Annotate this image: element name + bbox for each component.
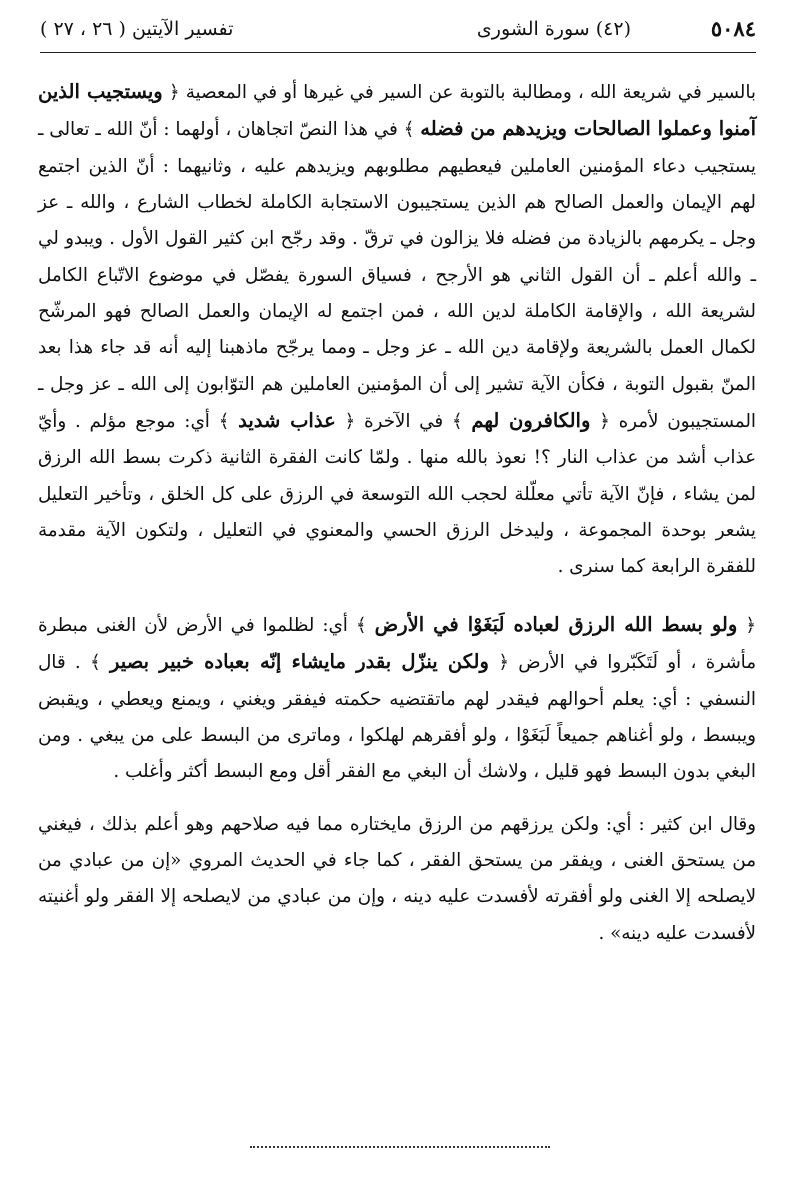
- text: ﴿: [745, 614, 757, 636]
- paragraph-3: [38, 807, 756, 952]
- page-number: ٥٠٨٤: [710, 16, 756, 41]
- quran-verse: ولكن ينزّل بقدر مايشاء إنّه بعباده خبير بصير: [110, 650, 489, 674]
- paragraph-1: [38, 74, 756, 586]
- page-header: [40, 12, 756, 50]
- text: ﴾ في الآخرة ﴿: [344, 411, 463, 433]
- header-rule: [40, 52, 756, 53]
- quran-verse: ولو بسط الله الرزق لعباده لَبَغَوْا في الأرض: [374, 612, 738, 636]
- text: ﴾ أي: لظلموا في الأرض لأن الغنى مبطرة مأشرة ، أو لَتَكَبّروا في الأرض ﴿: [38, 614, 757, 674]
- quran-verse: والكافرون لهم: [471, 409, 591, 433]
- section-title: تفسير الآيتين ( ٢٦ ، ٢٧ ): [40, 18, 234, 40]
- sura-title: (٤٢) سورة الشورى: [476, 18, 631, 40]
- quran-verse: عذاب شديد: [238, 409, 336, 433]
- text: وقال ابن كثير : أي: ولكن يرزقهم من الرزق مايختاره مما فيه صلاحهم وهو أعلم بذلك ، فيغني من يستحق الغنى ، ويفقر من يستحق الفقر ، كما جاء في الحديث المروي «إن من عبادي من لايصلحه إلا الغنى ولو أفقرته لأفسدت عليه دينه ، وإن من عبادي من لايصلحه إلا الفقر ولو أغنيته لأفسدت عليه دينه» .: [38, 813, 756, 944]
- text: ﴾ أي: موجع مؤلم . وأيّ عذاب أشد من عذاب النار ؟! نعوذ بالله منها . ولمّا كانت الفقرة الثانية ذكرت بسط الله الرزق لمن يشاء ، فإنّ الآية تأتي معلّلة لحجب الله التوسعة في الرزق على كل الخلق ، وتأخير التعليل يشعر بوحدة المجموعة ، وليدخل الرزق الحسي والمعنوي في التعليل ، ولتكون الآية مقدمة للفقرة الرابعة كما سنرى .: [38, 411, 756, 578]
- text: ﴾ . قال النسفي : أي: يعلم أحوالهم فيقدر لهم ماتقتضيه حكمته فيفقر ويغني ، ويمنع ويعطي ، ويقبض ويبسط ، ولو أغناهم جميعاً لَبَغَوْا ، ولو أفقرهم لهلكوا ، وماترى من البسط على من يبغي . ومن البغي بدون البسط فهو قليل ، ولاشك أن البغي مع الفقر أقل ومع البسط أكثر وأغلب .: [38, 652, 756, 783]
- quran-verse: ويستجيب الذين آمنوا وعملوا الصالحات ويزيدهم من فضله: [38, 80, 757, 141]
- text: ﴾ في هذا النصّ اتجاهان ، أولهما : أنّ الله ـ تعالى ـ يستجيب دعاء المؤمنين العاملين فيعطيهم مطلوبهم ويزيدهم عليه ، وثانيهما : أنّ الذين اجتمع لهم الإيمان والعمل الصالح هم الذين يستجيبون الاستجابة الكاملة لخطاب الشارع ، والله ـ عز وجل ـ يكرمهم بالزيادة من فضله فلا يزالون في ترقّ . وقد رجّح ابن كثير القول الأول . ويبدو لي ـ والله أعلم ـ أن القول الثاني هو الأرجح ، فسياق السورة يفصّل في موضوع الاتّباع الكامل لشريعة الله ، والإقامة الكاملة لدين الله ، فمن اجتمع له الإيمان والعمل الصالح فهو المرشّح لكمال العمل بالشريعة ولإقامة دين الله ـ عز وجل ـ ومما يرجّح ماذهبنا إليه أنه قد جاء هذا بعد المنّ بقبول التوبة ، فكأن الآية تشير إلى أن المؤمنين العاملين هم التوّابون إلى الله ـ عز وجل ـ المستجيبون لأمره ﴿: [38, 119, 756, 433]
- text: بالسير في شريعة الله ، ومطالبة بالتوبة عن السير في غيرها أو في المعصية ﴿: [168, 82, 756, 103]
- paragraph-2: [38, 607, 756, 791]
- section-divider: [250, 1146, 550, 1148]
- page-body: [38, 74, 756, 952]
